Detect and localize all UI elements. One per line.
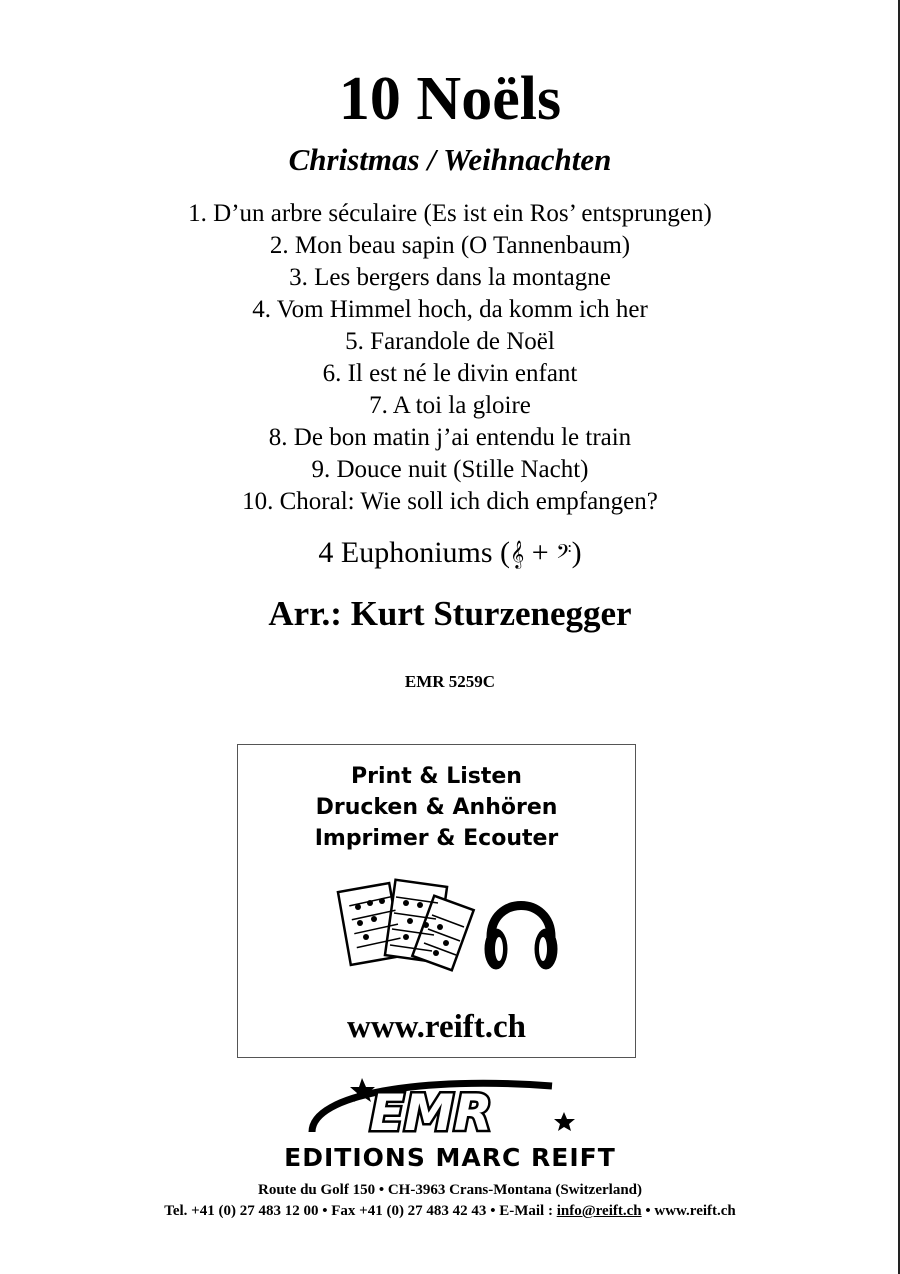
track-list: [0, 198, 900, 518]
track-item: 3. Les bergers dans la montagne: [289, 264, 611, 291]
catalog-number: EMR 5259C: [404, 672, 496, 691]
publisher-name: EDITIONS MARC REIFT: [284, 1143, 616, 1172]
track-item: 1. D’un arbre séculaire (Es ist ein Ros’ entsprungen): [188, 200, 712, 227]
promo-lines: [238, 761, 635, 854]
website-link[interactable]: www.reift.ch: [654, 1203, 736, 1219]
track-item: 7. A toi la gloire: [369, 392, 531, 419]
page-title: 10 Noëls: [338, 65, 562, 133]
arranger: Arr.: Kurt Sturzenegger: [268, 594, 632, 633]
promo-illustration: [336, 875, 566, 985]
treble-clef-icon: 𝄞: [510, 540, 525, 568]
track-item: 10. Choral: Wie soll ich dich empfangen?: [242, 488, 658, 515]
track-item: 9. Douce nuit (Stille Nacht): [311, 456, 589, 483]
clef-plus: +: [524, 536, 557, 569]
emr-logo-text: EMR: [370, 1084, 493, 1138]
publisher-contact: [0, 1201, 900, 1221]
separator: •: [641, 1203, 655, 1219]
instrumentation-close: ): [571, 536, 582, 569]
track-item: 6. Il est né le divin enfant: [322, 360, 578, 387]
headphones-icon: [485, 906, 557, 970]
promo-line-fr: Imprimer & Ecouter: [314, 826, 559, 851]
page-subtitle: Christmas / Weihnachten: [288, 142, 612, 177]
emr-logo: [302, 1074, 582, 1138]
email-label: E-Mail :: [499, 1203, 553, 1219]
track-item: 8. De bon matin j’ai entendu le train: [268, 424, 632, 451]
fax-number: Fax +41 (0) 27 483 42 43: [331, 1203, 487, 1219]
separator: •: [486, 1203, 500, 1219]
track-item: 2. Mon beau sapin (O Tannenbaum): [269, 232, 631, 259]
phone-number: Tel. +41 (0) 27 483 12 00: [164, 1203, 319, 1219]
promo-line-en: Print & Listen: [351, 764, 522, 789]
publisher-address: Route du Golf 150 • CH-3963 Crans-Montana (Switzerland): [258, 1182, 642, 1198]
separator: •: [318, 1203, 332, 1219]
promo-line-de: Drucken & Anhören: [315, 795, 558, 820]
track-item: 4. Vom Himmel hoch, da komm ich her: [252, 296, 648, 323]
bass-clef-icon: 𝄢: [556, 540, 572, 568]
track-item: 5. Farandole de Noël: [345, 328, 555, 355]
sheet-music-icon: [338, 880, 474, 971]
instrumentation: [0, 533, 900, 574]
instrumentation-text: 4 Euphoniums (: [318, 536, 511, 569]
print-listen-box: [237, 744, 636, 1058]
email-link[interactable]: info@reift.ch: [556, 1203, 642, 1219]
promo-url[interactable]: www.reift.ch: [346, 1009, 527, 1045]
